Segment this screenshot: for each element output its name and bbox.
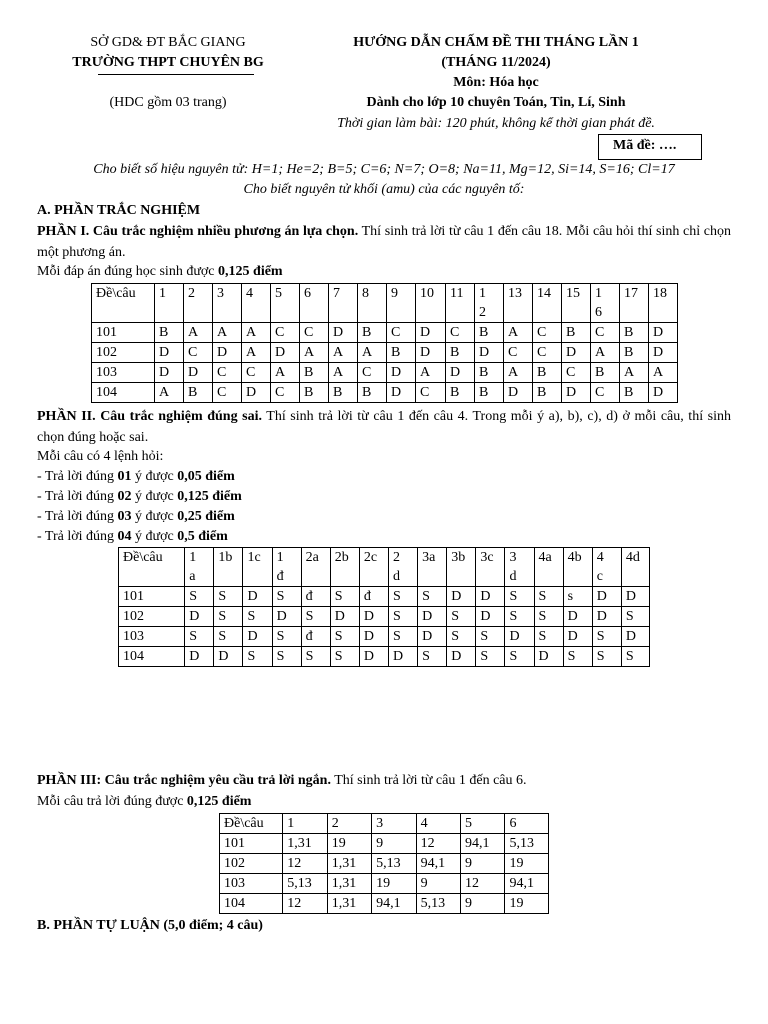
table-cell: 19	[505, 854, 549, 874]
table-header-cell: 3	[213, 284, 242, 323]
subject-label: Môn: Hóa học	[453, 75, 539, 90]
table-cell: 94,1	[372, 894, 416, 914]
table-cell: A	[242, 343, 271, 363]
table-cell: D	[418, 627, 447, 647]
part2-heading-bold: PHẦN II. Câu trắc nghiệm đúng sai.	[37, 409, 262, 424]
table-cell: C	[446, 323, 475, 343]
table-cell: 12	[461, 874, 505, 894]
table-cell: D	[504, 383, 533, 403]
table-cell: S	[476, 627, 505, 647]
table-header-cell: 4d	[621, 548, 649, 587]
table-cell: 102	[119, 607, 185, 627]
table-header-cell: Đề\câu	[119, 548, 185, 587]
table-header-cell: 2	[184, 284, 213, 323]
part3-answer-table	[219, 813, 549, 914]
table-cell: B	[591, 363, 620, 383]
table-header-row	[119, 548, 650, 587]
table-cell: D	[389, 647, 418, 667]
table-row	[119, 607, 650, 627]
table-cell: A	[649, 363, 678, 383]
table-row	[92, 343, 678, 363]
table-cell: 19	[327, 834, 371, 854]
part3-score-prefix: Mỗi câu trả lời đúng được	[37, 794, 187, 809]
table-cell: 9	[461, 854, 505, 874]
table-row	[220, 854, 549, 874]
table-cell: B	[446, 383, 475, 403]
table-row	[119, 627, 650, 647]
table-cell: D	[185, 607, 214, 627]
table-cell: C	[271, 383, 300, 403]
table-cell: S	[563, 647, 592, 667]
table-cell: đ	[301, 587, 330, 607]
table-cell: D	[359, 627, 388, 647]
table-cell: D	[330, 607, 359, 627]
part2-rule-1: - Trả lời đúng 01 ý được 0,05 điểm	[37, 469, 235, 484]
table-cell: B	[475, 383, 504, 403]
table-cell: 12	[283, 854, 327, 874]
table-cell: D	[447, 647, 476, 667]
table-cell: C	[213, 383, 242, 403]
table-header-cell: 4	[242, 284, 271, 323]
table-cell: 104	[92, 383, 155, 403]
table-cell: D	[242, 383, 271, 403]
table-header-cell: 13	[504, 284, 533, 323]
table-cell: 19	[505, 894, 549, 914]
table-header-cell: 10	[416, 284, 446, 323]
table-cell: B	[533, 383, 562, 403]
exam-duration: Thời gian làm bài: 120 phút, không kể thời gian phát đề.	[337, 116, 655, 131]
section-a-title: A. PHẦN TRẮC NGHIỆM	[37, 203, 201, 218]
table-cell: 5,13	[372, 854, 416, 874]
table-header-cell: 11	[446, 284, 475, 323]
table-header-cell: 1	[155, 284, 184, 323]
table-header-cell: Đề\câu	[220, 814, 283, 834]
table-cell: 101	[119, 587, 185, 607]
table-cell: D	[271, 343, 300, 363]
part3-score-note	[37, 793, 251, 811]
table-header-cell: 2b	[330, 548, 359, 587]
table-cell: B	[620, 343, 649, 363]
table-header-cell: 4b	[563, 548, 592, 587]
table-cell: 5,13	[283, 874, 327, 894]
table-cell: S	[272, 587, 301, 607]
table-cell: B	[300, 363, 329, 383]
table-cell: 12	[416, 834, 460, 854]
table-cell: S	[301, 647, 330, 667]
table-cell: A	[416, 363, 446, 383]
table-cell: D	[592, 587, 621, 607]
table-cell: 102	[220, 854, 283, 874]
table-header-cell: 6	[300, 284, 329, 323]
table-cell: A	[329, 363, 358, 383]
table-row	[92, 323, 678, 343]
table-header-cell: 1c	[243, 548, 272, 587]
table-cell: S	[418, 587, 447, 607]
table-cell: S	[447, 627, 476, 647]
table-header-cell: 4	[416, 814, 460, 834]
table-cell: A	[155, 383, 184, 403]
table-cell: S	[389, 627, 418, 647]
table-cell: 103	[92, 363, 155, 383]
table-header-cell: Đề\câu	[92, 284, 155, 323]
table-cell: B	[562, 323, 591, 343]
table-cell: S	[214, 607, 243, 627]
table-cell: C	[562, 363, 591, 383]
table-cell: B	[329, 383, 358, 403]
table-header-cell: 3 d	[505, 548, 534, 587]
ma-de-label: Mã đề: ….	[613, 138, 677, 153]
table-header-cell: 5	[271, 284, 300, 323]
part1-heading	[37, 221, 731, 263]
part3-score-value: 0,125 điểm	[186, 794, 252, 809]
table-header-row	[92, 284, 678, 323]
table-cell: D	[649, 383, 678, 403]
table-cell: S	[243, 647, 272, 667]
part2-intro: Mỗi câu có 4 lệnh hỏi:	[37, 449, 164, 464]
table-cell: D	[534, 647, 563, 667]
table-cell: C	[591, 383, 620, 403]
table-header-cell: 9	[387, 284, 416, 323]
table-cell: 5,13	[505, 834, 549, 854]
table-cell: C	[416, 383, 446, 403]
table-cell: B	[446, 343, 475, 363]
table-header-cell: 3c	[476, 548, 505, 587]
table-header-cell: 2a	[301, 548, 330, 587]
table-cell: A	[300, 343, 329, 363]
table-cell: B	[533, 363, 562, 383]
part1-score-value: 0,125 điểm	[218, 264, 283, 279]
table-cell: D	[387, 383, 416, 403]
table-cell: C	[591, 323, 620, 343]
table-cell: D	[562, 383, 591, 403]
table-header-cell: 3	[372, 814, 416, 834]
document-month: (THÁNG 11/2024)	[441, 55, 551, 70]
table-cell: 104	[119, 647, 185, 667]
table-cell: D	[243, 627, 272, 647]
table-cell: D	[446, 363, 475, 383]
table-cell: A	[213, 323, 242, 343]
table-header-cell: 18	[649, 284, 678, 323]
table-cell: D	[214, 647, 243, 667]
table-cell: D	[155, 343, 184, 363]
part3-heading-text: Thí sinh trả lời từ câu 1 đến câu 6.	[330, 773, 527, 788]
table-cell: C	[300, 323, 329, 343]
table-cell: S	[505, 607, 534, 627]
table-cell: C	[533, 343, 562, 363]
part1-score-prefix: Mỗi đáp án đúng học sinh được	[37, 264, 219, 279]
table-header-cell: 8	[358, 284, 387, 323]
table-cell: 12	[283, 894, 327, 914]
table-cell: C	[184, 343, 213, 363]
table-cell: S	[505, 587, 534, 607]
table-header-cell: 2c	[359, 548, 388, 587]
table-cell: A	[620, 363, 649, 383]
table-cell: A	[271, 363, 300, 383]
table-header-cell: 4 c	[592, 548, 621, 587]
table-header-cell: 17	[620, 284, 649, 323]
table-cell: S	[418, 647, 447, 667]
table-row	[220, 894, 549, 914]
part1-heading-bold: PHẦN I. Câu trắc nghiệm nhiều phương án lựa chọn.	[37, 224, 359, 239]
table-cell: 103	[119, 627, 185, 647]
table-cell: D	[387, 363, 416, 383]
table-cell: S	[534, 587, 563, 607]
table-header-cell: 4a	[534, 548, 563, 587]
table-cell: D	[272, 607, 301, 627]
table-cell: D	[562, 343, 591, 363]
table-cell: S	[621, 607, 649, 627]
table-cell: S	[389, 587, 418, 607]
table-cell: A	[591, 343, 620, 363]
table-cell: D	[184, 363, 213, 383]
table-row	[119, 647, 650, 667]
table-cell: S	[301, 607, 330, 627]
part3-heading-bold: PHẦN III: Câu trắc nghiệm yêu cầu trả lời ngắn.	[37, 773, 331, 788]
table-cell: C	[242, 363, 271, 383]
table-cell: S	[505, 647, 534, 667]
table-cell: C	[358, 363, 387, 383]
table-cell: B	[620, 383, 649, 403]
table-cell: A	[358, 343, 387, 363]
school-underline	[98, 74, 254, 75]
table-cell: C	[504, 343, 533, 363]
table-cell: S	[185, 627, 214, 647]
table-cell: D	[359, 607, 388, 627]
table-cell: D	[649, 343, 678, 363]
table-cell: 19	[372, 874, 416, 894]
table-cell: 9	[416, 874, 460, 894]
table-cell: S	[592, 647, 621, 667]
table-cell: D	[447, 587, 476, 607]
table-cell: A	[329, 343, 358, 363]
part3-heading	[37, 772, 527, 790]
table-cell: D	[359, 647, 388, 667]
table-cell: 104	[220, 894, 283, 914]
atomic-mass-note: Cho biết nguyên tử khối (amu) của các nguyên tố:	[243, 182, 525, 197]
table-cell: S	[214, 627, 243, 647]
table-cell: D	[621, 627, 649, 647]
table-cell: 1,31	[327, 874, 371, 894]
table-cell: 101	[92, 323, 155, 343]
table-header-cell: 1b	[214, 548, 243, 587]
table-header-cell: 1 đ	[272, 548, 301, 587]
table-cell: S	[476, 647, 505, 667]
table-cell: D	[418, 607, 447, 627]
table-cell: 94,1	[505, 874, 549, 894]
table-cell: B	[300, 383, 329, 403]
table-row	[119, 587, 650, 607]
ma-de-box	[598, 134, 702, 160]
table-cell: D	[505, 627, 534, 647]
table-cell: D	[476, 607, 505, 627]
table-cell: D	[592, 607, 621, 627]
table-cell: 94,1	[461, 834, 505, 854]
table-cell: B	[358, 383, 387, 403]
part2-answer-table	[118, 547, 650, 667]
table-cell: C	[533, 323, 562, 343]
table-cell: D	[416, 343, 446, 363]
table-row	[92, 383, 678, 403]
table-row	[220, 834, 549, 854]
table-header-cell: 3b	[447, 548, 476, 587]
atomic-numbers-note: Cho biết số hiệu nguyên tử: H=1; He=2; B=5; C=6; N=7; O=8; Na=11, Mg=12, Si=14, S=16; Cl=17	[93, 162, 675, 177]
table-cell: B	[155, 323, 184, 343]
part1-score-note	[37, 263, 283, 281]
table-cell: D	[563, 627, 592, 647]
part2-rule-2: - Trả lời đúng 02 ý được 0,125 điểm	[37, 489, 242, 504]
part2-heading	[37, 406, 731, 448]
table-cell: D	[621, 587, 649, 607]
table-cell: D	[416, 323, 446, 343]
table-header-cell: 5	[461, 814, 505, 834]
table-header-cell: 7	[329, 284, 358, 323]
school-name: TRƯỜNG THPT CHUYÊN BG	[72, 55, 264, 70]
table-header-cell: 15	[562, 284, 591, 323]
table-cell: D	[476, 587, 505, 607]
table-header-cell: 14	[533, 284, 562, 323]
table-cell: 101	[220, 834, 283, 854]
table-header-cell: 1 2	[475, 284, 504, 323]
document-title: HƯỚNG DẪN CHẤM ĐỀ THI THÁNG LẦN 1	[353, 35, 639, 50]
table-cell: S	[272, 647, 301, 667]
table-header-cell: 1 6	[591, 284, 620, 323]
part2-rule-3: - Trả lời đúng 03 ý được 0,25 điểm	[37, 509, 235, 524]
table-cell: S	[330, 587, 359, 607]
table-cell: s	[563, 587, 592, 607]
part2-heading-text: Thí sinh trả lời từ câu 1 đến câu 4. Trong mỗi ý a), b), c), d) ở mỗi câu, thí sinh chọn đúng hoặc sai.	[37, 409, 731, 445]
table-row	[220, 874, 549, 894]
table-cell: A	[504, 363, 533, 383]
table-cell: B	[475, 363, 504, 383]
table-cell: S	[243, 607, 272, 627]
table-header-cell: 2 d	[389, 548, 418, 587]
table-header-cell: 2	[327, 814, 371, 834]
table-cell: A	[504, 323, 533, 343]
table-cell: 1,31	[327, 854, 371, 874]
table-header-cell: 1	[283, 814, 327, 834]
table-cell: D	[155, 363, 184, 383]
table-cell: S	[621, 647, 649, 667]
table-cell: D	[185, 647, 214, 667]
section-b-title: B. PHẦN TỰ LUẬN (5,0 điểm; 4 câu)	[37, 918, 263, 933]
table-cell: S	[185, 587, 214, 607]
table-cell: S	[534, 607, 563, 627]
table-header-cell: 1 a	[185, 548, 214, 587]
table-cell: D	[329, 323, 358, 343]
table-cell: C	[387, 323, 416, 343]
table-cell: 103	[220, 874, 283, 894]
table-cell: 9	[372, 834, 416, 854]
table-header-cell: 3a	[418, 548, 447, 587]
table-cell: D	[475, 343, 504, 363]
target-class: Dành cho lớp 10 chuyên Toán, Tin, Lí, Sinh	[366, 95, 626, 110]
page-count-note: (HDC gồm 03 trang)	[109, 95, 227, 110]
table-cell: S	[534, 627, 563, 647]
table-cell: D	[649, 323, 678, 343]
table-cell: 9	[461, 894, 505, 914]
table-cell: 102	[92, 343, 155, 363]
school-department: SỞ GD& ĐT BẮC GIANG	[90, 35, 246, 50]
table-cell: S	[214, 587, 243, 607]
table-cell: B	[387, 343, 416, 363]
table-cell: C	[271, 323, 300, 343]
table-cell: S	[447, 607, 476, 627]
table-cell: S	[330, 627, 359, 647]
table-cell: 94,1	[416, 854, 460, 874]
table-cell: B	[620, 323, 649, 343]
table-cell: đ	[301, 627, 330, 647]
table-cell: B	[475, 323, 504, 343]
table-header-cell: 6	[505, 814, 549, 834]
table-cell: A	[242, 323, 271, 343]
table-cell: 5,13	[416, 894, 460, 914]
table-cell: B	[184, 383, 213, 403]
table-header-row	[220, 814, 549, 834]
table-cell: 1,31	[283, 834, 327, 854]
table-cell: D	[243, 587, 272, 607]
part2-rule-4: - Trả lời đúng 04 ý được 0,5 điểm	[37, 529, 228, 544]
table-cell: B	[358, 323, 387, 343]
table-cell: S	[592, 627, 621, 647]
part1-heading-text: Thí sinh trả lời từ câu 1 đến câu 18. Mỗi câu hỏi thí sinh chỉ chọn một phương án.	[37, 224, 731, 260]
table-row	[92, 363, 678, 383]
table-cell: 1,31	[327, 894, 371, 914]
table-cell: D	[213, 343, 242, 363]
table-cell: S	[330, 647, 359, 667]
table-cell: đ	[359, 587, 388, 607]
table-cell: S	[272, 627, 301, 647]
table-cell: S	[389, 607, 418, 627]
part1-answer-table	[91, 283, 678, 403]
table-cell: D	[563, 607, 592, 627]
table-cell: C	[213, 363, 242, 383]
table-cell: A	[184, 323, 213, 343]
